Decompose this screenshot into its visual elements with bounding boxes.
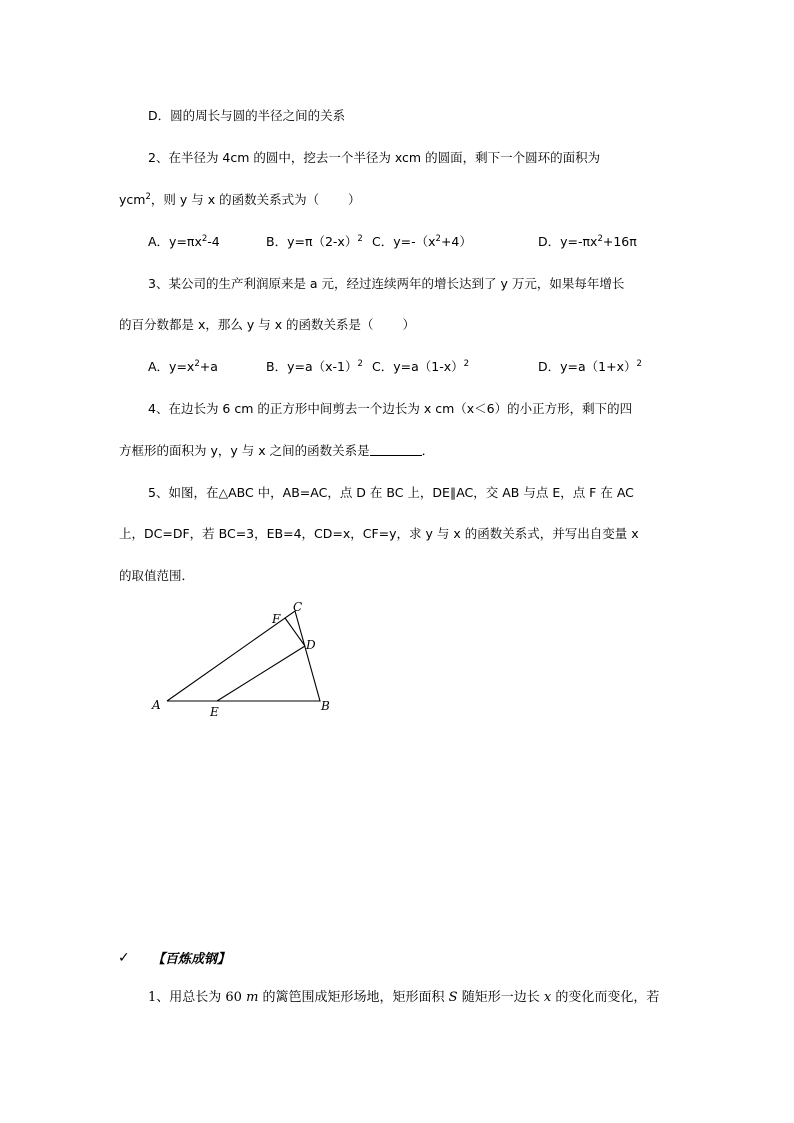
q3-stem-line1: 3、某公司的生产利润原来是 a 元，经过连续两年的增长达到了 y 万元，如果每年增长 bbox=[148, 276, 625, 291]
triangle-figure bbox=[140, 595, 350, 725]
practice-q1-var-x: x bbox=[543, 990, 552, 1005]
practice-q1-line1 bbox=[148, 990, 659, 1006]
q3-option-c bbox=[372, 359, 469, 375]
q4-stem-period: ． bbox=[421, 443, 435, 458]
q2-option-d-text: D．y=-πx bbox=[538, 234, 598, 249]
q3-option-d-exp: 2 bbox=[636, 359, 642, 369]
q3-option-a bbox=[148, 359, 218, 375]
q3-option-a-tail: +a bbox=[199, 359, 218, 374]
q2-option-a-exp: 2 bbox=[201, 234, 208, 244]
q4-stem-text: 方框形的面积为 y，y 与 x 之间的函数关系是 bbox=[119, 443, 370, 458]
label-c: C bbox=[293, 600, 303, 614]
q2-option-d bbox=[538, 234, 637, 250]
practice-q1-var-s: S bbox=[448, 990, 458, 1005]
label-f: F bbox=[272, 612, 281, 626]
label-d: D bbox=[306, 638, 316, 652]
q2-stem-unit: ycm bbox=[119, 192, 146, 207]
practice-q1-text-b: 的篱笆围成矩形场地，矩形面积 bbox=[258, 990, 449, 1005]
practice-q1-unit: m bbox=[246, 990, 259, 1005]
q3-option-c-text: C．y=a（1-x） bbox=[372, 359, 464, 374]
q3-option-a-exp: 2 bbox=[194, 359, 200, 369]
q3-option-a-text: A．y=x bbox=[148, 359, 195, 374]
practice-q1-text-d: 的变化而变化，若 bbox=[551, 990, 660, 1005]
q2-option-d-tail: +16π bbox=[602, 234, 637, 249]
answer-blank[interactable] bbox=[370, 443, 422, 456]
q2-option-b-exp: 2 bbox=[357, 234, 363, 244]
label-a: A bbox=[152, 698, 161, 712]
q2-option-a-text: A．y=πx bbox=[148, 234, 202, 249]
q3-option-b bbox=[266, 359, 363, 375]
practice-q1-text-c: 随矩形一边长 bbox=[457, 990, 544, 1005]
q3-option-c-exp: 2 bbox=[463, 359, 470, 369]
q2-option-b-text: B．y=π（2-x） bbox=[266, 234, 358, 249]
q5-stem-line3: 的取值范围． bbox=[119, 568, 195, 583]
q2-option-c-text: C．y=-（x bbox=[372, 234, 436, 249]
practice-q1-text-a: 1、用总长为 60 bbox=[148, 990, 247, 1005]
segment-de bbox=[217, 646, 305, 701]
q2-option-a-tail: -4 bbox=[207, 234, 220, 249]
label-b: B bbox=[321, 699, 330, 713]
q2-option-b bbox=[266, 234, 363, 250]
q3-option-d bbox=[538, 359, 642, 375]
q2-option-a bbox=[148, 234, 220, 250]
q4-stem-line1: 4、在边长为 6 cm 的正方形中间剪去一个边长为 x cm（x＜6）的小正方形，剩下的四 bbox=[148, 401, 633, 416]
q5-stem-line1: 5、如图，在△ABC 中，AB=AC，点 D 在 BC 上，DE∥AC，交 AB 与点 E，点 F 在 AC bbox=[148, 485, 634, 500]
section-title: 【百炼成钢】 bbox=[152, 952, 231, 967]
q2-option-c-tail: +4） bbox=[440, 234, 472, 249]
q3-stem-line2: 的百分数都是 x，那么 y 与 x 的函数关系是（ ） bbox=[119, 317, 416, 332]
q2-stem-unit-exp: 2 bbox=[145, 192, 151, 202]
q5-stem-line2: 上，DC=DF，若 BC=3，EB=4，CD=x，CF=y，求 y 与 x 的函数关系式，并写出自变量 x bbox=[119, 526, 639, 541]
q2-option-c bbox=[372, 234, 472, 250]
q4-stem-line2 bbox=[119, 443, 434, 459]
q2-stem-rest: ，则 y 与 x 的函数关系式为（ ） bbox=[150, 192, 361, 207]
q3-option-b-exp: 2 bbox=[357, 359, 363, 369]
q2-option-c-exp: 2 bbox=[435, 234, 441, 244]
q3-option-d-text: D．y=a（1+x） bbox=[538, 359, 637, 374]
segment-df bbox=[285, 618, 305, 646]
q2-option-d-exp: 2 bbox=[597, 234, 603, 244]
label-e: E bbox=[210, 705, 219, 719]
triangle-abc bbox=[167, 611, 320, 701]
checkmark-icon: ✓ bbox=[118, 950, 130, 966]
q2-stem-line2 bbox=[119, 192, 361, 208]
q1-option-d: D．圆的周长与圆的半径之间的关系 bbox=[148, 108, 346, 123]
q2-stem-line1: 2、在半径为 4cm 的圆中，挖去一个半径为 xcm 的圆面，剩下一个圆环的面积为 bbox=[148, 150, 601, 165]
q3-option-b-text: B．y=a（x-1） bbox=[266, 359, 358, 374]
